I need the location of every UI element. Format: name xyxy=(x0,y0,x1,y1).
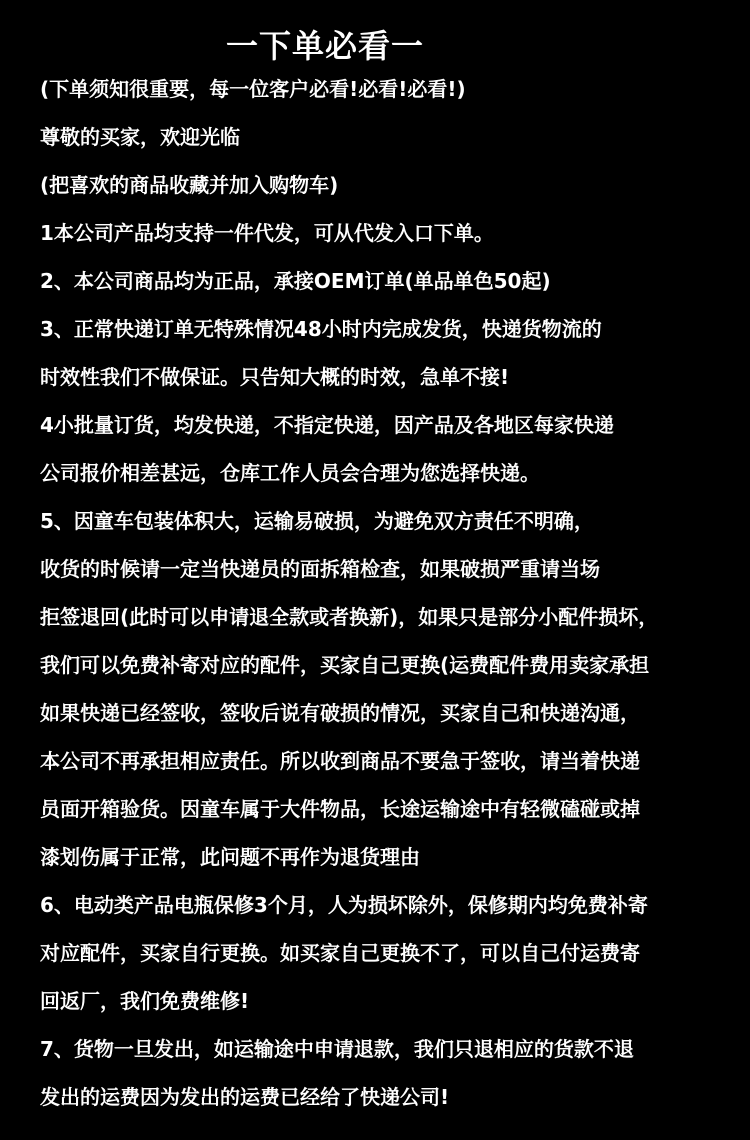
notice-line: 3、正常快递订单无特殊情况48小时内完成发货，快递货物流的 xyxy=(40,317,602,341)
notice-line: 如果快递已经签收，签收后说有破损的情况，买家自己和快递沟通， xyxy=(40,701,640,725)
notice-line: 我们可以免费补寄对应的配件，买家自己更换(运费配件费用卖家承担 xyxy=(40,653,650,677)
notice-lines xyxy=(40,65,730,1121)
notice-line: 7、货物一旦发出，如运输途中申请退款，我们只退相应的货款不退 xyxy=(40,1037,634,1061)
notice-line: 本公司不再承担相应责任。所以收到商品不要急于签收，请当着快递 xyxy=(40,749,640,773)
notice-line: 漆划伤属于正常，此问题不再作为退货理由 xyxy=(40,845,420,869)
notice-line: 收货的时候请一定当快递员的面拆箱检查，如果破损严重请当场 xyxy=(40,557,600,581)
notice-line: 对应配件，买家自行更换。如买家自己更换不了，可以自己付运费寄 xyxy=(40,941,640,965)
notice-line: 员面开箱验货。因童车属于大件物品，长途运输途中有轻微磕碰或掉 xyxy=(40,797,640,821)
notice-line: (把喜欢的商品收藏并加入购物车) xyxy=(40,173,339,197)
notice-line: 拒签退回(此时可以申请退全款或者换新)，如果只是部分小配件损坏， xyxy=(40,605,659,629)
notice-line: 4小批量订货，均发快递，不指定快递，因产品及各地区每家快递 xyxy=(40,413,614,437)
notice-line: 时效性我们不做保证。只告知大概的时效，急单不接! xyxy=(40,365,510,389)
notice-line: (下单须知很重要，每一位客户必看!必看!必看!) xyxy=(40,77,466,101)
notice-line: 1本公司产品均支持一件代发，可从代发入口下单。 xyxy=(40,221,494,245)
notice-line: 回返厂，我们免费维修! xyxy=(40,989,250,1013)
notice-line: 尊敬的买家，欢迎光临 xyxy=(40,125,240,149)
notice-line: 5、因童车包装体积大，运输易破损，为避免双方责任不明确， xyxy=(40,509,594,533)
notice-line: 发出的运费因为发出的运费已经给了快递公司! xyxy=(40,1085,450,1109)
notice-line: 6、电动类产品电瓶保修3个月，人为损坏除外，保修期内均免费补寄 xyxy=(40,893,648,917)
notice-line: 2、本公司商品均为正品，承接OEM订单(单品单色50起) xyxy=(40,269,551,293)
notice-line: 公司报价相差甚远，仓库工作人员会合理为您选择快递。 xyxy=(40,461,540,485)
notice-title: 一下单必看一 xyxy=(225,27,424,65)
